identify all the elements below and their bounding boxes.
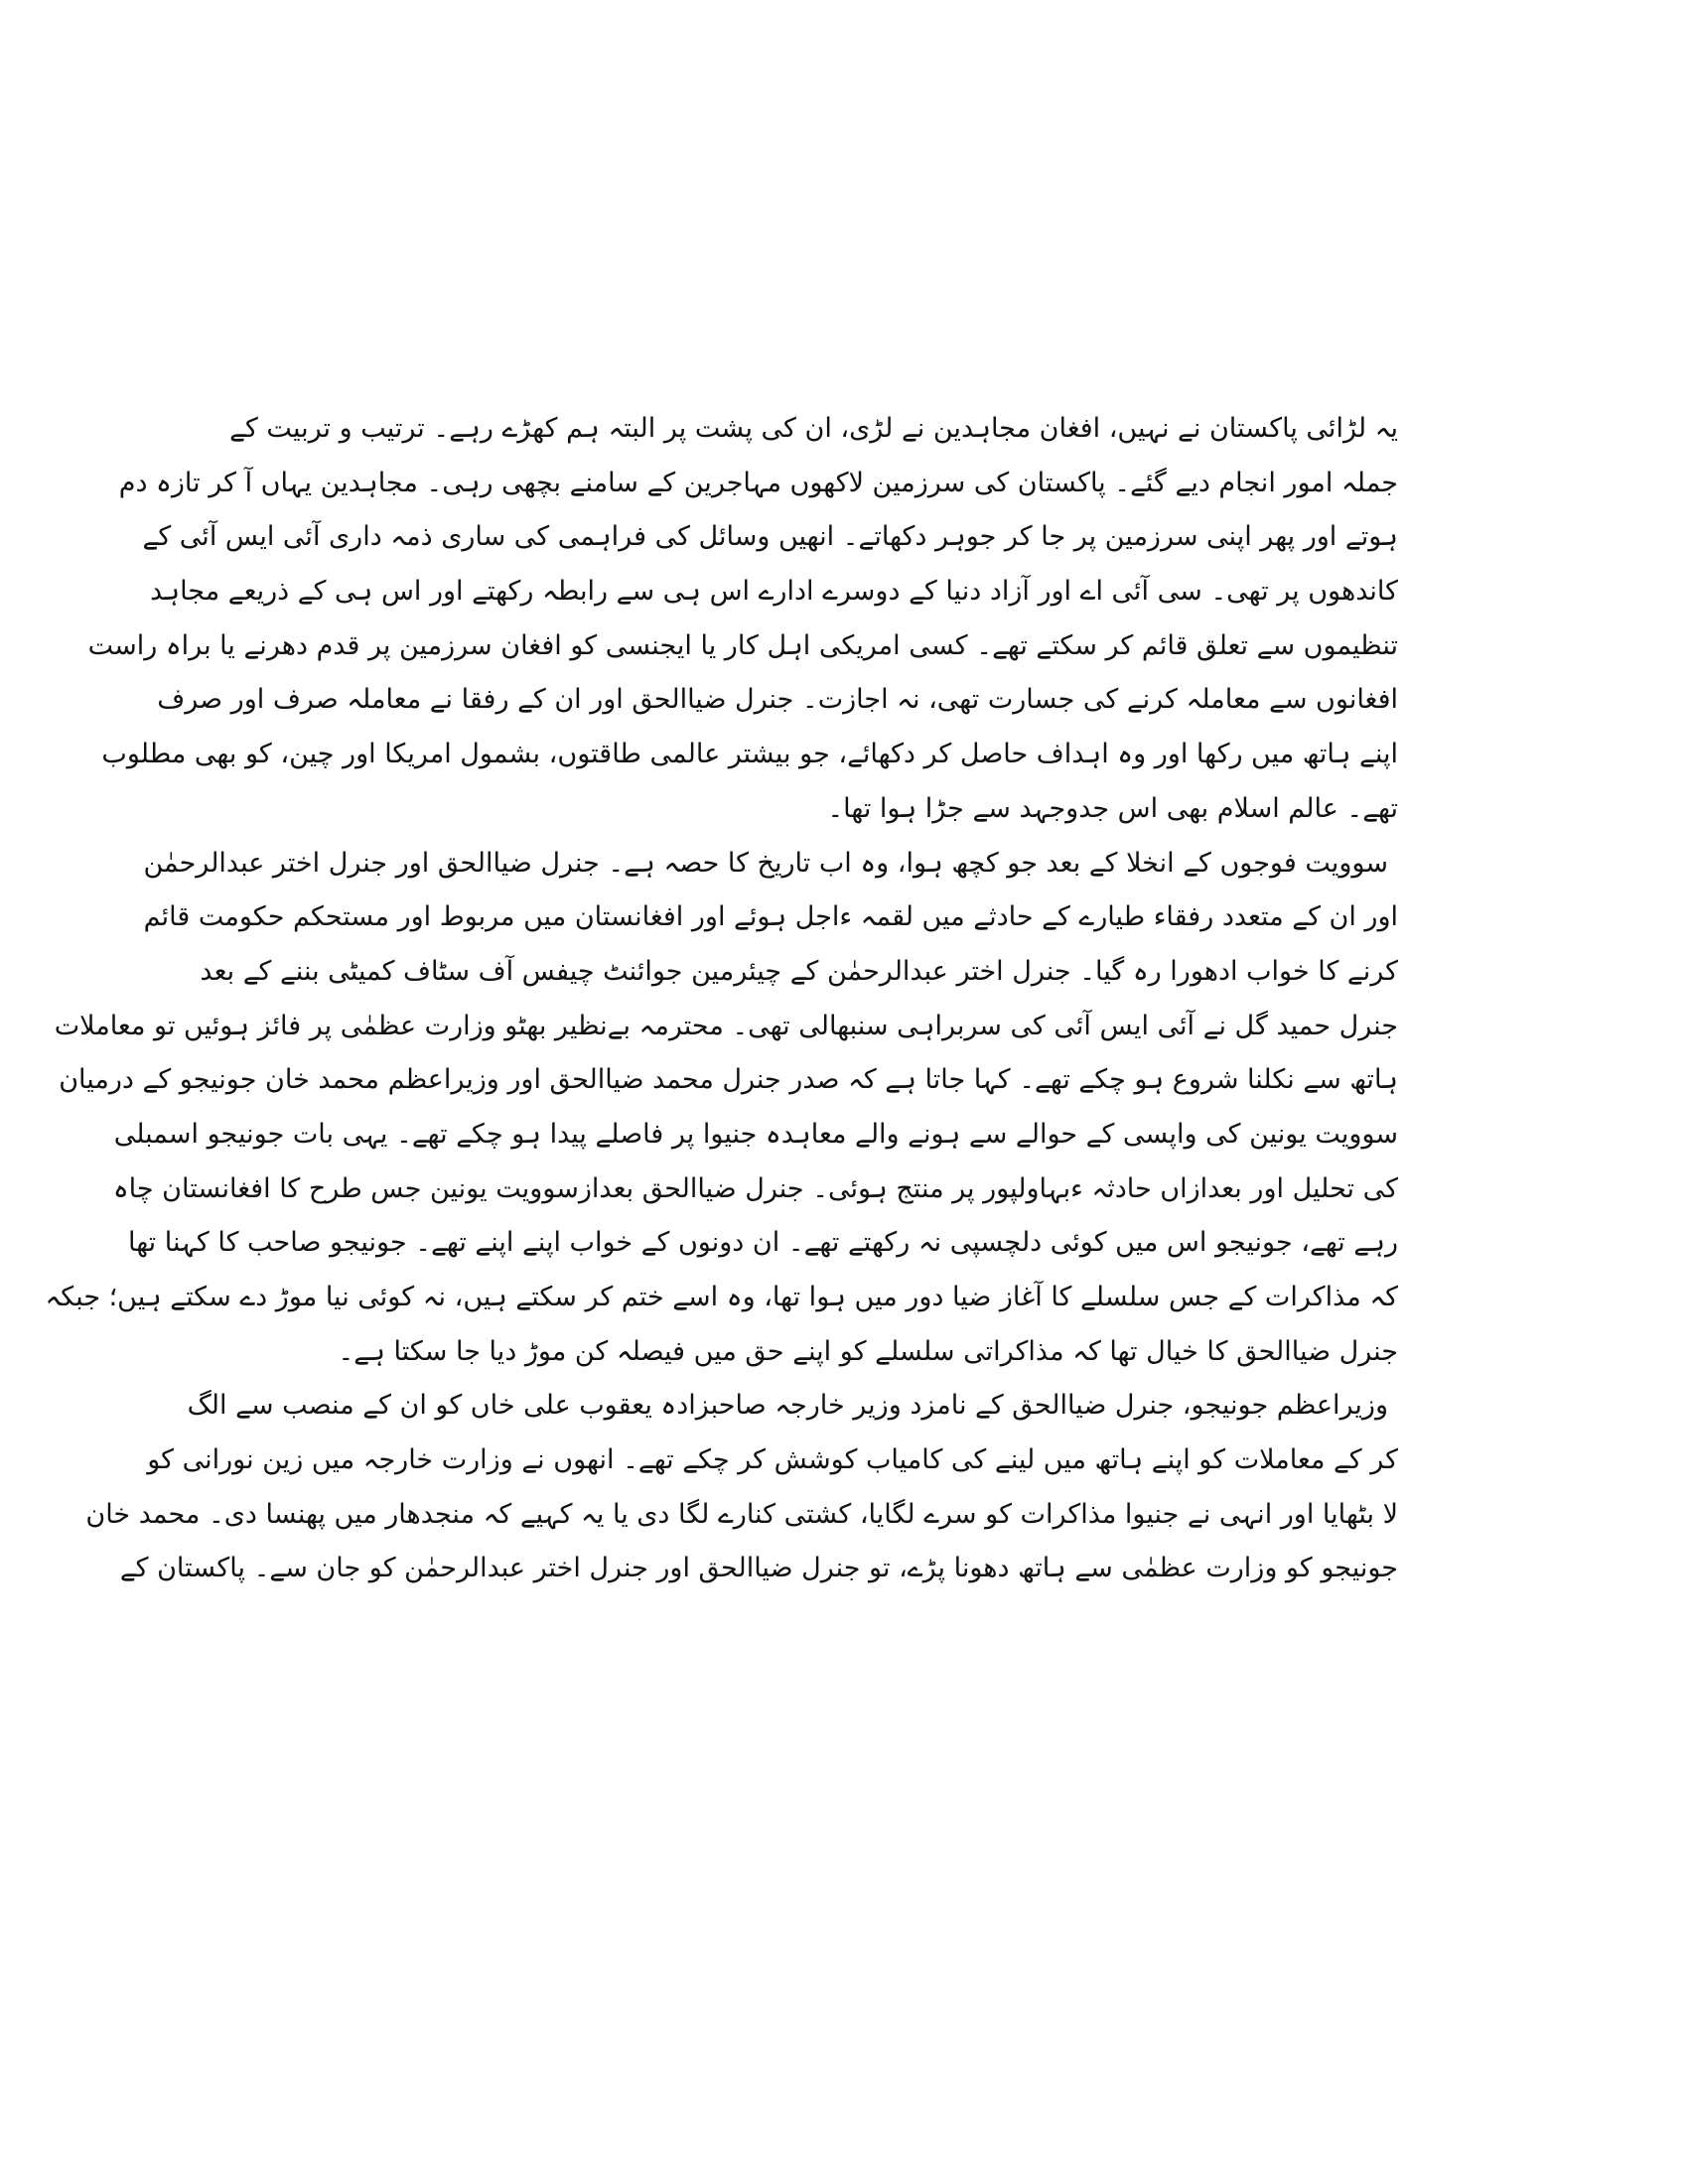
paragraph-2 bbox=[45, 837, 1398, 1380]
text-line: اور ان کے متعدد رفقاء طیارے کے حادثے میں لقمہ ءاجل ہوئے اور افغانستان میں مربوط اور مستحکم حکومت قائم bbox=[143, 901, 1398, 933]
text-line: کر کے معاملات کو اپنے ہاتھ میں لینے کی کامیاب کوشش کر چکے تھے۔ انھوں نے وزارت خارجہ میں زین نورانی کو bbox=[147, 1444, 1398, 1476]
text-line: کرنے کا خواب ادھورا رہ گیا۔ جنرل اختر عبدالرحمٰن کے چیئرمین جوائنٹ چیفس آف سٹاف کمیٹی بننے کے بعد bbox=[200, 955, 1398, 987]
text-line: جنرل ضیاالحق کا خیال تھا کہ مذاکراتی سلسلے کو اپنے حق میں فیصلہ کن موڑ دیا جا سکتا ہے۔ bbox=[338, 1335, 1398, 1367]
text-line: یہ لڑائی پاکستان نے نہیں، افغان مجاہدین نے لڑی، ان کی پشت پر البتہ ہم کھڑے رہے۔ ترتیب و تربیت کے bbox=[229, 413, 1398, 444]
paragraph-1 bbox=[87, 402, 1398, 837]
text-line: جنرل حمید گل نے آئی ایس آئی کی سربراہی سنبھالی تھی۔ محترمہ بےنظیر بھٹو وزارت عظمٰی پر فائز ہوئیں تو معاملات bbox=[54, 1010, 1398, 1041]
text-line: افغانوں سے معاملہ کرنے کی جسارت تھی، نہ اجازت۔ جنرل ضیاالحق اور ان کے رفقا نے معاملہ صرف اور صرف bbox=[157, 684, 1398, 716]
text-line: کی تحلیل اور بعدازاں حادثہ ءبہاولپور پر منتج ہوئی۔ جنرل ضیاالحق بعدازسوویت یونین جس طرح کا افغانستان چاہ bbox=[112, 1172, 1398, 1204]
text-line: جونیجو کو وزارت عظمٰی سے ہاتھ دھونا پڑے، تو جنرل ضیاالحق اور جنرل اختر عبدالرحمٰن کو جان سے۔ پاکستان کے bbox=[119, 1553, 1398, 1584]
text-line: کہ مذاکرات کے جس سلسلے کا آغاز ضیا دور میں ہوا تھا، وہ اسے ختم کر سکتے ہیں، نہ کوئی نیا موڑ دے سکتے ہیں؛ جبکہ bbox=[45, 1282, 1398, 1312]
text-line: لا بٹھایا اور انہی نے جنیوا مذاکرات کو سرے لگایا، کشتی کنارے لگا دی یا یہ کہیے کہ منجدھار میں پھنسا دی۔ محمد خان bbox=[85, 1498, 1398, 1530]
text-line: سوویت فوجوں کے انخلا کے بعد جو کچھ ہوا، وہ اب تاریخ کا حصہ ہے۔ جنرل ضیاالحق اور جنرل اختر عبدالرحمٰن bbox=[143, 847, 1388, 879]
text-line: کاندھوں پر تھی۔ سی آئی اے اور آزاد دنیا کے دوسرے ادارے اس ہی سے رابطہ رکھتے اور اس ہی کے ذریعے مجاہد bbox=[150, 576, 1398, 608]
text-line: ہوتے اور پھر اپنی سرزمین پر جا کر جوہر دکھاتے۔ انھیں وسائل کی فراہمی کی ساری ذمہ داری آئی ایس آئی کے bbox=[142, 521, 1398, 553]
body-text bbox=[45, 402, 1398, 1596]
text-line: وزیراعظم جونیجو، جنرل ضیاالحق کے نامزد وزیر خارجہ صاحبزادہ یعقوب علی خاں کو ان کے منصب سے الگ bbox=[187, 1390, 1388, 1422]
text-line: تھے۔ عالم اسلام بھی اس جدوجہد سے جڑا ہوا تھا۔ bbox=[827, 792, 1398, 824]
text-line: ہاتھ سے نکلنا شروع ہو چکے تھے۔ کہا جاتا ہے کہ صدر جنرل محمد ضیاالحق اور وزیراعظم محمد خان جونیجو کے درمیان bbox=[59, 1064, 1398, 1096]
text-line: رہے تھے، جونیجو اس میں کوئی دلچسپی نہ رکھتے تھے۔ ان دونوں کے خواب اپنے اپنے تھے۔ جونیجو صاحب کا کہنا تھا bbox=[127, 1227, 1398, 1259]
text-line: سوویت یونین کی واپسی کے حوالے سے ہونے والے معاہدہ جنیوا پر فاصلے پیدا ہو چکے تھے۔ یہی بات جونیجو اسمبلی bbox=[113, 1118, 1398, 1150]
text-line: اپنے ہاتھ میں رکھا اور وہ اہداف حاصل کر دکھائے، جو بیشتر عالمی طاقتوں، بشمول امریکا اور چین، کو بھی مطلوب bbox=[101, 739, 1398, 770]
paragraph-3 bbox=[85, 1379, 1398, 1596]
text-line: جملہ امور انجام دیے گئے۔ پاکستان کی سرزمین لاکھوں مہاجرین کے سامنے بچھی رہی۔ مجاہدین یہاں آ کر تازہ دم bbox=[118, 467, 1398, 498]
text-line: تنظیموں سے تعلق قائم کر سکتے تھے۔ کسی امریکی اہل کار یا ایجنسی کو افغان سرزمین پر قدم دھرنے یا براہ راست bbox=[87, 629, 1398, 661]
